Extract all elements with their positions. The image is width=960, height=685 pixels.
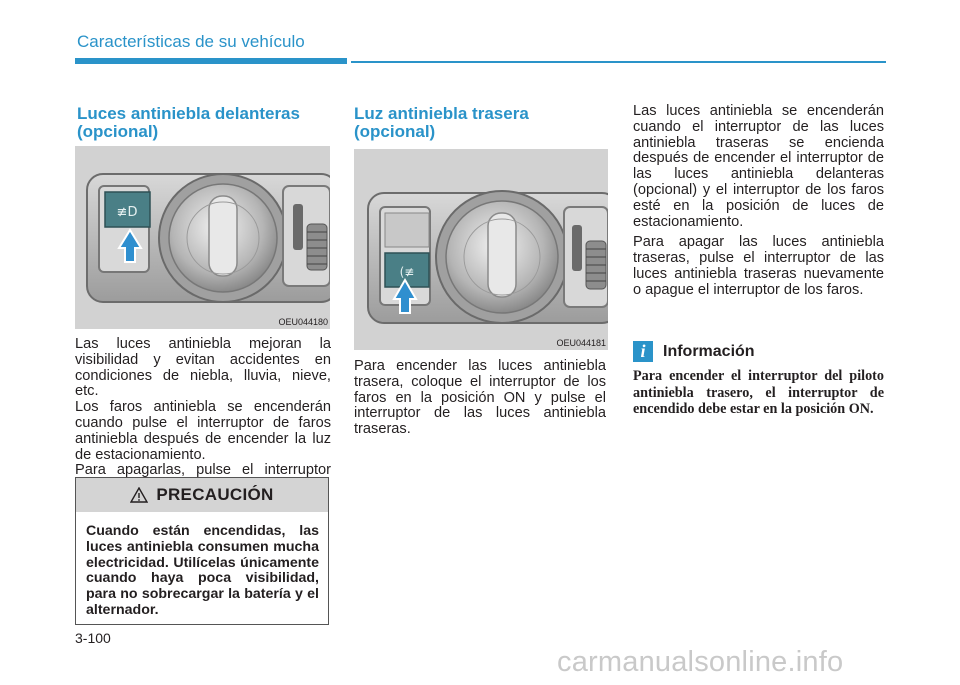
rear-fog-image-caption: OEU044181 [556,338,606,348]
rear-fog-off-paragraph: Para apagar las luces antiniebla traseras, pulse el interruptor de las luces antiniebla traseras nuevamente o apague el interruptor de los faros. [633,234,884,298]
svg-text:(≢: (≢ [399,265,415,279]
caution-header [76,478,328,512]
front-fog-paragraph-2: Los faros antiniebla se encenderán cuando pulse el interruptor de faros antiniebla después de encender la luz de estacionamiento. [75,399,331,463]
rear-fog-switch-image [354,149,608,350]
front-fog-heading-line2: (opcional) [77,122,159,141]
front-fog-image-caption: OEU044180 [278,317,328,327]
front-fog-switch-illustration [75,146,330,329]
info-title: Información [663,342,755,360]
front-fog-paragraph-3: Para apagarlas, pulse el interruptor [75,462,331,479]
watermark: carmanualsonline.info [557,646,844,678]
caution-title: PRECAUCIÓN [156,485,274,504]
front-fog-switch-image [75,146,330,329]
warning-triangle-icon [130,487,148,503]
right-column-text [633,104,884,299]
svg-text:≢D: ≢D [116,205,138,220]
front-fog-heading-line1: Luces antiniebla delanteras [77,104,300,123]
rear-fog-body: Para encender las luces antiniebla trasera, coloque el interruptor de los faros en la posición ON y pulse el interruptor de las luces antiniebla traseras. [354,358,606,438]
info-header [633,341,755,362]
caution-text: Cuando están encendidas, las luces antiniebla consumen mucha electricidad. Utilícelas únicamente cuando haya poca visibilidad, para no sobrecargar la batería y el alternador. [86,523,319,618]
page-number: 3-100 [75,630,111,646]
rear-fog-switch-illustration [354,149,608,350]
info-icon: i [633,341,653,362]
info-text: Para encender el interruptor del piloto antiniebla trasero, el interruptor de encendido debe estar en la posición ON. [633,368,884,417]
section-title: Características de su vehículo [77,32,305,51]
front-fog-paragraph-1: Las luces antiniebla mejoran la visibilidad y evitan accidentes en condiciones de niebla, lluvia, nieve, etc. [75,336,331,400]
rear-fog-on-paragraph: Las luces antiniebla se encenderán cuando el interruptor de las luces antiniebla traseras se encienda después de encender el interruptor de las luces antiniebla delanteras (opcional) y el interruptor de los faros esté en la posición de luces de estacionamiento. [633,103,884,230]
header-rule-thick [75,58,347,64]
rear-fog-heading-line1: Luz antiniebla trasera [354,104,529,123]
rear-fog-heading-line2: (opcional) [354,122,436,141]
caution-box [75,477,329,625]
rear-fog-heading [354,105,604,141]
front-fog-heading [77,105,337,141]
front-fog-body [75,337,331,495]
header-rule-thin [351,61,886,63]
